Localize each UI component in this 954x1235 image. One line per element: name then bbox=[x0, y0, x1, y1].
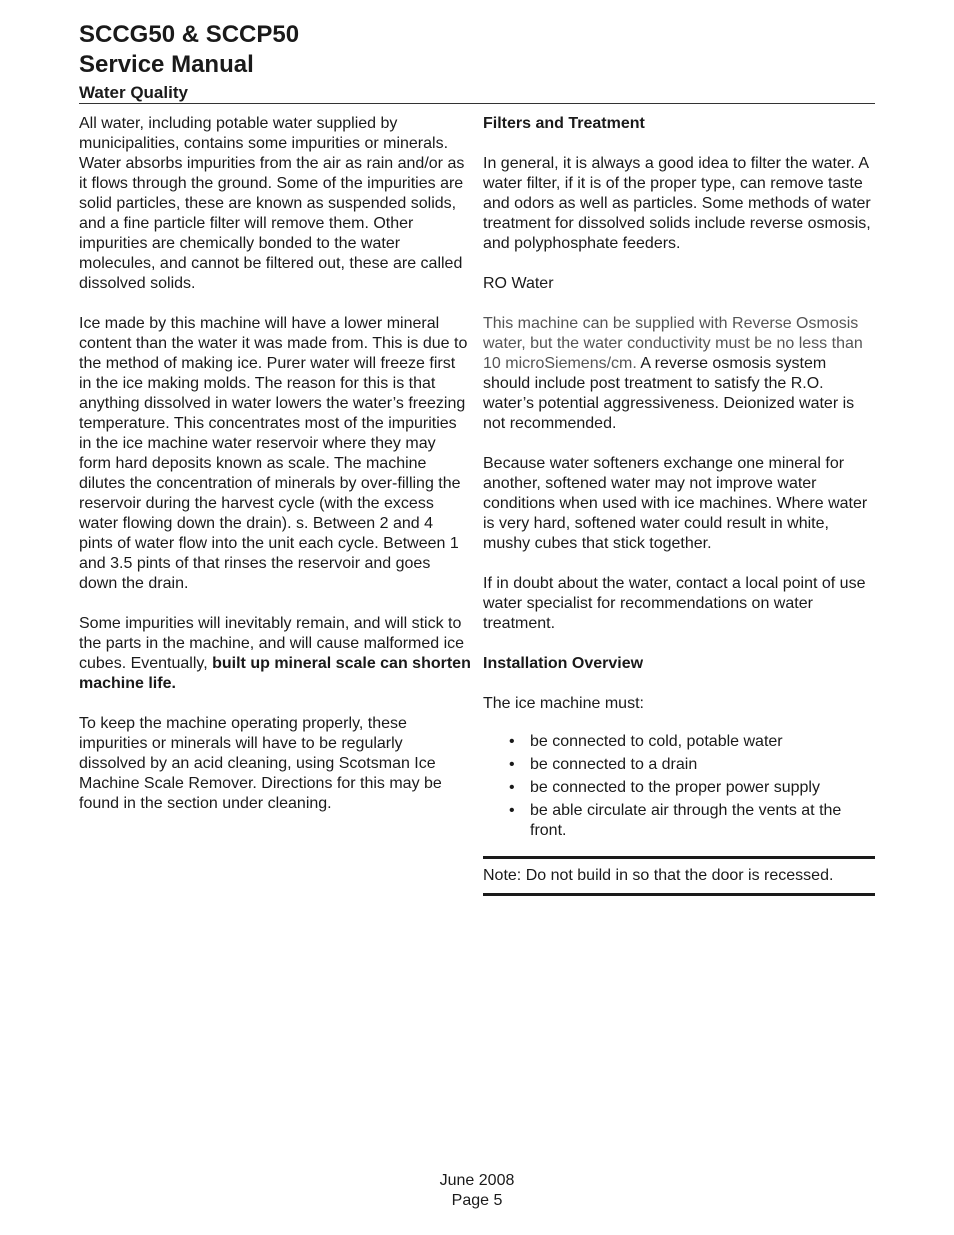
note-box bbox=[483, 856, 875, 896]
list-item-text: be able circulate air through the vents at the front. bbox=[530, 802, 842, 839]
list-item bbox=[483, 801, 875, 841]
paragraph-ro-water bbox=[483, 314, 875, 434]
scale-warning-text: Some impurities will inevitably remain, and will stick to the parts in the machine, and will cause malformed ice cubes. Eventually, bbox=[79, 615, 465, 672]
list-item-text: be connected to the proper power supply bbox=[530, 779, 820, 796]
ro-conductivity-text: This machine can be supplied with Reverse Osmosis water, but the water conductivity must be no less than 10 microSiemens/cm. bbox=[483, 315, 863, 372]
list-item-text: be connected to cold, potable water bbox=[530, 733, 783, 750]
paragraph-mineral-content: Ice made by this machine will have a lower mineral content than the water it was made from. This is due to the method of making ice. Purer water will freeze first in the ice making molds. The reason for this is that anything dissolved in water lowers the water’s freezing temperature. This concentrates most of the impurities in the ice machine water reservoir where they may form hard deposits known as scale. The machine dilutes the concentration of minerals by over-filling the reservoir during the harvest cycle (with the excess water flowing down the drain). s. Between 2 and 4 pints of water flow into the unit each cycle. Between 1 and 3.5 pints of that rinses the reservoir and goes down the drain. bbox=[79, 315, 468, 592]
document-title bbox=[79, 20, 299, 80]
paragraph-scale-warning bbox=[79, 614, 471, 694]
bullet-icon: • bbox=[509, 802, 515, 819]
ro-post-treatment-text: A reverse osmosis system should include post treatment to satisfy the R.O. water’s potential aggressiveness. Deionized water is not recommended. bbox=[483, 355, 855, 432]
installation-requirements-list bbox=[483, 732, 875, 841]
footer-date: June 2008 bbox=[439, 1172, 515, 1189]
bullet-icon: • bbox=[509, 756, 515, 773]
footer-page-number: Page 5 bbox=[451, 1192, 503, 1209]
paragraph-impurities: All water, including potable water supplied by municipalities, contains some impurities or minerals. Water absorbs impurities from the air as rain and/or as it flows through the ground. Some of the impurities are solid particles, these are known as suspended solids, and a fine particle filter will remove them. Other impurities are chemically bonded to the water molecules, and cannot be filtered out, these are called dissolved solids. bbox=[79, 115, 465, 292]
list-item-text: be connected to a drain bbox=[530, 756, 698, 773]
bullet-icon: • bbox=[509, 733, 515, 750]
paragraph-specialist: If in doubt about the water, contact a local point of use water specialist for recommendations on water treatment. bbox=[483, 575, 866, 632]
heading-installation-overview: Installation Overview bbox=[483, 655, 644, 672]
heading-filters-treatment: Filters and Treatment bbox=[483, 115, 645, 132]
title-manual-line: Service Manual bbox=[79, 51, 254, 78]
scale-warning-emphasis: built up mineral scale can shorten machine life. bbox=[79, 655, 471, 692]
section-title: Water Quality bbox=[79, 83, 188, 102]
title-model-line: SCCG50 & SCCP50 bbox=[79, 21, 300, 48]
list-item bbox=[483, 732, 875, 752]
bullet-icon: • bbox=[509, 779, 515, 796]
paragraph-acid-cleaning: To keep the machine operating properly, these impurities or minerals will have to be regularly dissolved by an acid cleaning, using Scotsman Ice Machine Scale Remover. Directions for this may be found in the section under cleaning. bbox=[79, 715, 442, 812]
list-item bbox=[483, 778, 875, 798]
page-footer bbox=[0, 1171, 954, 1211]
header-divider bbox=[79, 103, 875, 104]
paragraph-filters: In general, it is always a good idea to filter the water. A water filter, if it is of the proper type, can remove taste and odors as well as particles. Some methods of water treatment for dissolved solids include reverse osmosis, and polyphosphate feeders. bbox=[483, 155, 871, 252]
list-item bbox=[483, 755, 875, 775]
paragraph-softeners: Because water softeners exchange one mineral for another, softened water may not improve water conditions when used with ice machines. Where water is very hard, softened water could result in white, mushy cubes that stick together. bbox=[483, 455, 868, 552]
label-ro-water: RO Water bbox=[483, 275, 554, 292]
left-column bbox=[79, 114, 471, 834]
right-column bbox=[483, 114, 875, 896]
note-text: Note: Do not build in so that the door is recessed. bbox=[483, 867, 834, 884]
installation-intro: The ice machine must: bbox=[483, 695, 644, 712]
